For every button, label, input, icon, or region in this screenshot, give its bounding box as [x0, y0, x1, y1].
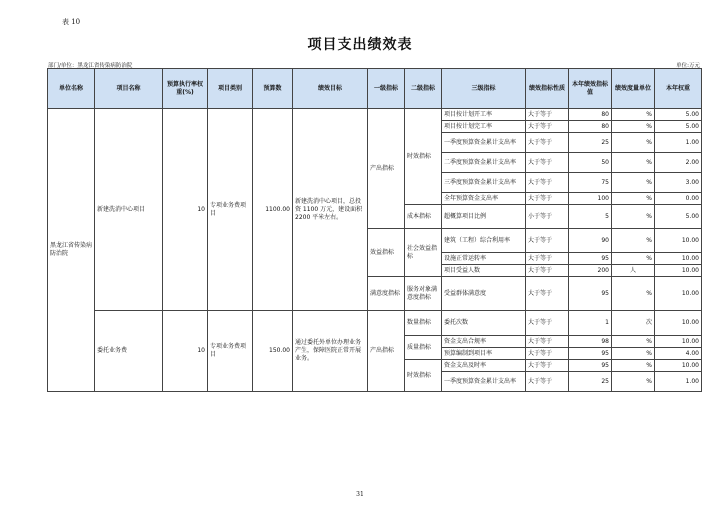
table-row [48, 109, 702, 121]
nature-cell: 大于等于 [526, 153, 569, 173]
header-cell: 预算数 [253, 69, 293, 109]
unit-cell: % [612, 133, 655, 153]
weight-cell: 10.00 [655, 229, 702, 253]
value-cell: 25 [569, 133, 612, 153]
nature-cell: 大于等于 [526, 360, 569, 372]
level2-indicator-cell: 服务对象满意度指标 [405, 277, 442, 311]
level2-indicator-cell: 质量指标 [405, 336, 442, 360]
project-category-cell: 专项业务费项目 [208, 311, 253, 392]
level3-indicator-cell: 一季度预算资金累计支出率 [442, 133, 526, 153]
value-cell: 80 [569, 109, 612, 121]
header-cell: 二级指标 [405, 69, 442, 109]
unit-cell: 人 [612, 265, 655, 277]
weight-cell: 10.00 [655, 360, 702, 372]
level2-indicator-cell: 时效指标 [405, 360, 442, 392]
unit-cell: % [612, 372, 655, 392]
header-cell: 三级指标 [442, 69, 526, 109]
unit-cell: % [612, 360, 655, 372]
value-cell: 5 [569, 205, 612, 229]
page-title: 项目支出绩效表 [307, 37, 413, 53]
table-header-row [48, 69, 702, 109]
header-cell: 单位名称 [48, 69, 95, 109]
value-cell: 95 [569, 253, 612, 265]
nature-cell: 大于等于 [526, 133, 569, 153]
project-name-cell: 新建洗消中心项目 [95, 109, 163, 311]
unit-cell: % [612, 173, 655, 193]
performance-table [47, 68, 702, 392]
project-category-cell: 专项业务费项目 [208, 109, 253, 311]
weight-cell: 1.00 [655, 372, 702, 392]
unit-cell: % [612, 121, 655, 133]
nature-cell: 大于等于 [526, 348, 569, 360]
header-cell: 本年权重 [655, 69, 702, 109]
nature-cell: 大于等于 [526, 193, 569, 205]
weight-cell: 1.00 [655, 133, 702, 153]
level1-indicator-cell: 满意度指标 [368, 277, 405, 311]
level1-indicator-cell: 效益指标 [368, 229, 405, 277]
level3-indicator-cell: 资金支出及时率 [442, 360, 526, 372]
level3-indicator-cell: 项目受益人数 [442, 265, 526, 277]
level3-indicator-cell: 资金支出合规率 [442, 336, 526, 348]
value-cell: 75 [569, 173, 612, 193]
level3-indicator-cell: 受益群体满意度 [442, 277, 526, 311]
unit-label: 单位:万元 [676, 63, 700, 69]
header-cell: 绩效度量单位 [612, 69, 655, 109]
department-label: 部门/单位：黑龙江省传染病防治院 [48, 63, 133, 69]
level3-indicator-cell: 二季度预算资金累计支出率 [442, 153, 526, 173]
header-cell: 本年绩效指标值 [569, 69, 612, 109]
level3-indicator-cell: 项目按计划开工率 [442, 109, 526, 121]
nature-cell: 大于等于 [526, 311, 569, 336]
project-name-cell: 委托业务费 [95, 311, 163, 392]
header-cell: 预算执行率权重(%) [163, 69, 208, 109]
weight-cell: 5.00 [655, 121, 702, 133]
level2-indicator-cell: 数量指标 [405, 311, 442, 336]
unit-cell: % [612, 109, 655, 121]
nature-cell: 大于等于 [526, 277, 569, 311]
value-cell: 98 [569, 336, 612, 348]
value-cell: 95 [569, 277, 612, 311]
unit-cell: % [612, 336, 655, 348]
value-cell: 80 [569, 121, 612, 133]
unit-cell: % [612, 193, 655, 205]
weight-cell: 5.00 [655, 205, 702, 229]
nature-cell: 大于等于 [526, 336, 569, 348]
value-cell: 90 [569, 229, 612, 253]
value-cell: 95 [569, 348, 612, 360]
unit-cell: % [612, 253, 655, 265]
nature-cell: 大于等于 [526, 372, 569, 392]
unit-cell: % [612, 348, 655, 360]
level3-indicator-cell: 建筑（工程）综合利用率 [442, 229, 526, 253]
level3-indicator-cell: 设施正常运转率 [442, 253, 526, 265]
value-cell: 1 [569, 311, 612, 336]
level2-indicator-cell: 社会效益指标 [405, 229, 442, 277]
table-row [48, 311, 702, 336]
level3-indicator-cell: 超概算项目比例 [442, 205, 526, 229]
level3-indicator-cell: 一季度预算资金累计支出率 [442, 372, 526, 392]
value-cell: 100 [569, 193, 612, 205]
level3-indicator-cell: 全年预算资金支出率 [442, 193, 526, 205]
weight-cell: 10.00 [655, 311, 702, 336]
weight-cell: 10.00 [655, 253, 702, 265]
nature-cell: 大于等于 [526, 109, 569, 121]
header-cell: 绩效目标 [293, 69, 368, 109]
header-cell: 项目类别 [208, 69, 253, 109]
nature-cell: 大于等于 [526, 121, 569, 133]
level1-indicator-cell: 产出指标 [368, 311, 405, 392]
level3-indicator-cell: 项目按计划完工率 [442, 121, 526, 133]
level2-indicator-cell: 成本指标 [405, 205, 442, 229]
level3-indicator-cell: 委托次数 [442, 311, 526, 336]
unit-cell: 次 [612, 311, 655, 336]
unit-cell: % [612, 229, 655, 253]
header-cell: 项目名称 [95, 69, 163, 109]
unit-name-cell: 黑龙江省传染病防治院 [48, 109, 95, 392]
weight-cell: 0.00 [655, 193, 702, 205]
unit-cell: % [612, 277, 655, 311]
value-cell: 200 [569, 265, 612, 277]
weight-cell: 3.00 [655, 173, 702, 193]
nature-cell: 大于等于 [526, 229, 569, 253]
value-cell: 95 [569, 360, 612, 372]
weight-cell: 4.00 [655, 348, 702, 360]
level3-indicator-cell: 预算编制到项目率 [442, 348, 526, 360]
level3-indicator-cell: 三季度预算资金累计支出率 [442, 173, 526, 193]
weight-cell: 10.00 [655, 277, 702, 311]
weight-cell: 10.00 [655, 336, 702, 348]
nature-cell: 大于等于 [526, 253, 569, 265]
page-number: 31 [356, 491, 364, 498]
value-cell: 50 [569, 153, 612, 173]
nature-cell: 大于等于 [526, 173, 569, 193]
unit-cell: % [612, 205, 655, 229]
performance-goal-cell: 新建洗消中心项目，总投资 1100 万元，建设面积 2200 平米左右。 [293, 109, 368, 311]
value-cell: 25 [569, 372, 612, 392]
nature-cell: 大于等于 [526, 265, 569, 277]
nature-cell: 小于等于 [526, 205, 569, 229]
weight-cell: 10.00 [655, 265, 702, 277]
level2-indicator-cell: 时效指标 [405, 109, 442, 205]
execution-weight-cell: 10 [163, 311, 208, 392]
execution-weight-cell: 10 [163, 109, 208, 311]
level1-indicator-cell: 产出指标 [368, 109, 405, 229]
unit-cell: % [612, 153, 655, 173]
budget-cell: 1100.00 [253, 109, 293, 311]
header-cell: 绩效指标性质 [526, 69, 569, 109]
budget-cell: 150.00 [253, 311, 293, 392]
header-cell: 一级指标 [368, 69, 405, 109]
weight-cell: 2.00 [655, 153, 702, 173]
table-number: 表 10 [62, 18, 81, 26]
performance-goal-cell: 通过委托外单位办理业务产生，保障医院正常开展业务。 [293, 311, 368, 392]
weight-cell: 5.00 [655, 109, 702, 121]
